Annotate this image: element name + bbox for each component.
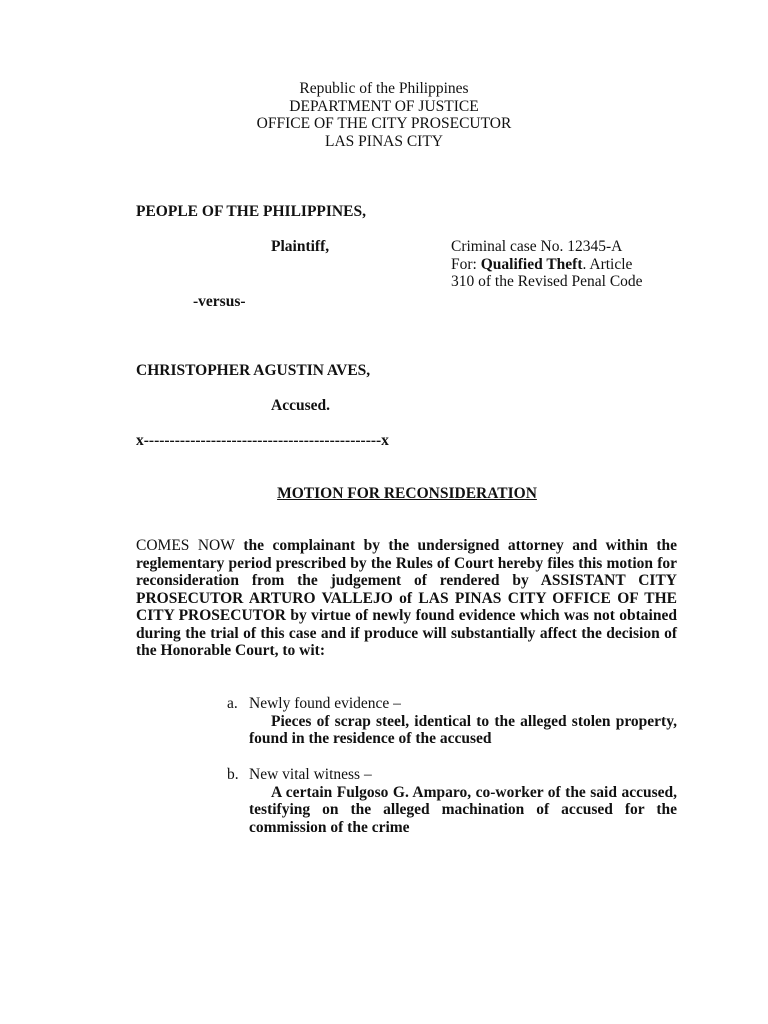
list-detail: A certain Fulgoso G. Amparo, co-worker of the said accused, testifying on the alleged machination of accused for the commission of the crime xyxy=(249,783,677,836)
header-department: DEPARTMENT OF JUSTICE xyxy=(289,97,479,115)
list-heading: Newly found evidence – xyxy=(249,695,401,712)
body-text-1: the complainant by the undersigned attorney and within the reglementary period prescribed by the Rules of Court hereby files this motion for reconsideration from the judgement of rendered by xyxy=(136,537,678,589)
list-marker: a. xyxy=(227,695,238,712)
header-city: LAS PINAS CITY xyxy=(325,132,443,150)
document-header xyxy=(0,80,768,150)
case-info xyxy=(451,238,678,291)
accused-label: Accused. xyxy=(271,397,330,414)
versus-label: -versus- xyxy=(193,293,246,310)
body-paragraph xyxy=(136,537,677,660)
plaintiff-name: PEOPLE OF THE PHILIPPINES, xyxy=(136,203,366,220)
offense-name: Qualified Theft xyxy=(480,255,583,273)
article-text: . Article xyxy=(582,255,633,273)
list-content xyxy=(249,766,677,836)
office-name: LAS PINAS CITY OFFICE OF THE CITY PROSECUTOR xyxy=(136,589,677,624)
list-item xyxy=(227,695,677,748)
case-number: Criminal case No. 12345-A xyxy=(451,238,623,255)
list-item xyxy=(227,766,677,836)
body-text-3: by virtue of newly found evidence which was not obtained during the trial of this case and if produce will substantially affect the decision of the Honorable Court, to wit: xyxy=(136,607,677,659)
header-office: OFFICE OF THE CITY PROSECUTOR xyxy=(256,115,512,132)
body-opening: COMES NOW xyxy=(136,537,235,554)
list-detail: Pieces of scrap steel, identical to the alleged stolen property, found in the residence of the accused xyxy=(249,712,677,747)
body-text-2: of xyxy=(392,589,419,607)
list-content xyxy=(249,695,677,748)
motion-title: MOTION FOR RECONSIDERATION xyxy=(277,485,537,502)
caption-separator: x----------------------------------------------x xyxy=(136,432,389,449)
for-label: For: xyxy=(451,255,477,273)
header-republic: Republic of the Philippines xyxy=(299,80,469,97)
accused-name: CHRISTOPHER AGUSTIN AVES, xyxy=(136,362,371,379)
case-offense-line xyxy=(451,256,678,274)
list-marker: b. xyxy=(227,766,239,783)
plaintiff-label: Plaintiff, xyxy=(271,238,330,255)
article-reference: 310 of the Revised Penal Code xyxy=(451,273,643,290)
prosecutor-name: ASSISTANT CITY PROSECUTOR ARTURO VALLEJO xyxy=(136,572,677,607)
list-heading: New vital witness – xyxy=(249,766,372,783)
